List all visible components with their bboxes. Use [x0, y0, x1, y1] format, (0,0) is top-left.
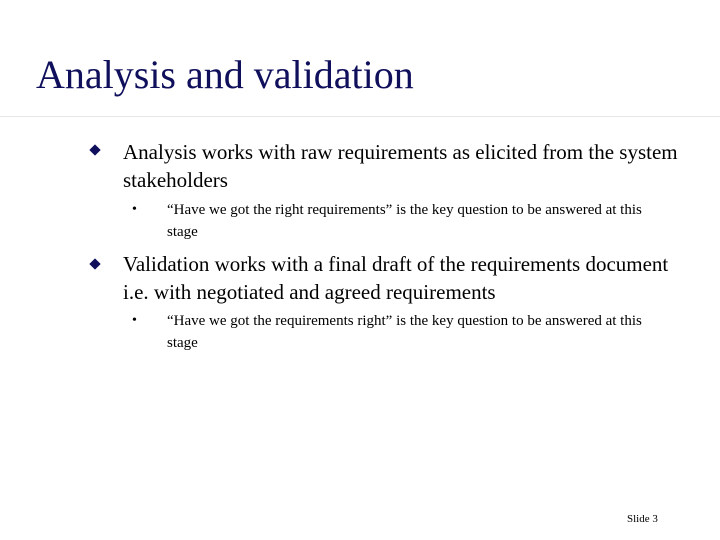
- slide-number: Slide 3: [627, 513, 658, 525]
- bullet-2-text: Validation works with a final draft of the requirements document i.e. with negotiated and agreed requirements: [123, 252, 669, 304]
- sub-bullet-2-marker: •: [132, 313, 137, 328]
- bullet-1-text: Analysis works with raw requirements as elicited from the system stakeholders: [123, 140, 678, 192]
- sub-bullet-1-marker: •: [132, 202, 137, 217]
- sub-bullet-1-text: “Have we got the right requirements” is the key question to be answered at this stage: [167, 202, 642, 240]
- title-divider: [0, 116, 720, 117]
- diamond-bullet-icon: [89, 258, 100, 269]
- slide-title: Analysis and validation: [36, 52, 414, 97]
- sub-bullet-2-text: “Have we got the requirements right” is the key question to be answered at this stage: [167, 313, 642, 351]
- diamond-bullet-icon: [89, 144, 100, 155]
